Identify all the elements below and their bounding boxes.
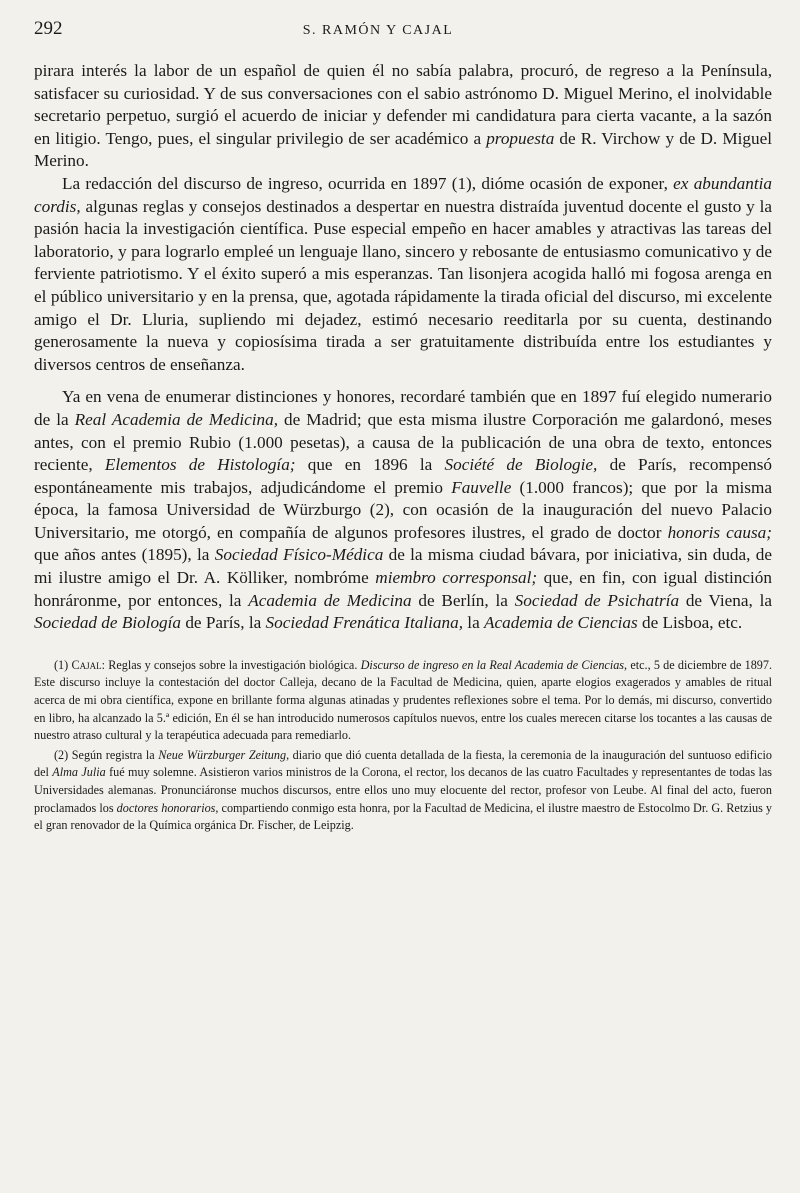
text-run: que, en fin, con igual distinción honráronme, por entonces, la <box>34 568 772 610</box>
text-run: compartiendo conmigo esta honra, por la Facultad de Medicina, el ilustre maestro de Estocolmo Dr. G. Retzius y el gran renovador de la Química orgánica Dr. Fischer, de Leipzig. <box>34 800 773 833</box>
text-run: (1.000 francos); que por la misma época, la famosa Universidad de Würzburgo (2), con ocasión de la inauguración del nuevo Palacio Universitario, me otorgó, en compañía de algunos profesores ilustres, el grado de doctor <box>34 477 772 542</box>
text-run: de Berlín, la <box>411 590 515 610</box>
paragraph <box>34 173 772 376</box>
italic-text: Discurso de ingreso en la Real Academia de Ciencias, <box>360 657 628 672</box>
italic-text: Academia de Medicina <box>248 590 412 610</box>
italic-text: Sociedad de Psichatría <box>514 590 680 610</box>
text-run: de Lisboa, etc. <box>637 613 743 633</box>
text-run: fué muy solemne. Asistieron varios ministros de la Corona, el rector, los decanos de las cuatro Facultades y representantes de todas las Universidades alemanas. Pronunciáronse muchos discursos, entre ellos uno muy elocuente del rector, profesor von Leube. Al final del acto, fueron proclamados los <box>34 765 772 815</box>
italic-text: Société de Biologie, <box>444 455 598 475</box>
text-run: Ya en vena de enumerar distinciones y honores, recordaré también que en 1897 fuí elegido numerario de la <box>34 387 772 429</box>
footnotes <box>34 657 772 835</box>
text-run: de la misma ciudad bávara, por iniciativa, sin duda, de mi ilustre amigo el Dr. A. Kölliker, nombróme <box>34 545 772 588</box>
italic-text: Academia de Ciencias <box>484 613 638 633</box>
text-run: de París, la <box>181 613 266 633</box>
italic-text: Sociedad Físico-Médica <box>214 545 384 565</box>
text-run: diario que dió cuenta detallada de la fiesta, la ceremonia de la inauguración del suntuoso edificio del <box>34 747 772 780</box>
paragraph <box>34 60 772 173</box>
text-run: de R. Virchow y de D. Miguel Merino. <box>34 128 772 171</box>
text-run: de Madrid; que esta misma ilustre Corporación me galardonó, meses antes, con el premio Rubio (1.000 pesetas), a causa de la publicación de una obra de texto, entonces reciente, <box>34 409 772 475</box>
italic-text: propuesta <box>486 128 555 148</box>
italic-text: doctores honorarios, <box>116 800 219 815</box>
text-run: la <box>463 613 484 633</box>
body-text <box>34 60 772 635</box>
italic-text: Neue Würzburger Zeitung, <box>158 747 290 762</box>
text-run: de Viena, la <box>679 590 773 610</box>
text-run: La redacción del discurso de ingreso, ocurrida en 1897 (1), dióme ocasión de exponer, <box>62 173 674 193</box>
running-head <box>34 18 772 50</box>
italic-text: Sociedad de Biología <box>34 613 182 633</box>
italic-text: Alma Julia <box>52 765 106 780</box>
text-run: de París, recompensó espontáneamente mis trabajos, adjudicándome el premio <box>34 455 772 497</box>
italic-text: ex abundantia cordis, <box>34 173 772 216</box>
text-run: que años antes (1895), la <box>34 545 215 565</box>
italic-text: Real Academia de Medicina, <box>74 409 279 429</box>
text-run: : Reglas y consejos sobre la investigación biológica. <box>101 657 361 672</box>
italic-text: Fauvelle <box>451 477 512 497</box>
italic-text: Elementos de Histología; <box>104 455 296 475</box>
text-run: pirara interés la labor de un español de quien él no sabía palabra, procuró, de regreso a la Península, satisfacer su curiosidad. Y de sus conversaciones con el sabio astrónomo D. Miguel Merino, el inolvidable secretario perpetuo, surgió el acuerdo de iniciar y defender mi candidatura para cierta vacante, a la sazón en litigio. Tengo, pues, el singular privilegio de ser académico a <box>34 61 772 148</box>
italic-text: Sociedad Frenática Italiana, <box>265 613 463 633</box>
footnote <box>34 657 772 745</box>
text-run: (2) Según registra la <box>54 747 159 762</box>
text-run: (1) <box>54 657 72 672</box>
book-page <box>34 18 772 837</box>
text-run: etc., 5 de diciembre de 1897. Este discurso incluye la contestación del doctor Calleja, decano de la Facultad de Medicina, quien, aparte elogios exagerados y amables de ritual acerca de mi obra científica, expone en brillante forma algunas atinadas y prudentes reflexiones sobre el tema. Por lo demás, mi discurso, convertido en libro, ha alcanzado la 5.ª edición, En él se han introducido numerosos capítulos nuevos, entre los cuales merecen citarse los tocantes a las causas de nuestro atraso cultural y la terapéutica adecuada para remediarlo. <box>34 657 773 743</box>
footnote <box>34 747 772 835</box>
smallcaps-text: Cajal <box>71 657 102 672</box>
italic-text: miembro corresponsal; <box>375 568 538 588</box>
text-run: que en 1896 la <box>295 455 445 475</box>
running-title: S. RAMÓN Y CAJAL <box>302 23 454 38</box>
page-number: 292 <box>34 18 63 39</box>
paragraph <box>34 386 772 635</box>
text-run: algunas reglas y consejos destinados a despertar en nuestra distraída juventud docente el gusto y la pasión hacia la investigación científica. Puse especial empeño en hacer amables y atractivas las tareas del laboratorio, y para lograrlo empleé un lenguaje llano, sincero y rebosante de entusiasmo comunicativo y de ferviente patriotismo. Y el éxito superó a mis esperanzas. Tan lisonjera acogida halló mi fogosa arenga en el público universitario y en la prensa, que, agotada rápidamente la tirada oficial del discurso, mi excelente amigo el Dr. Lluria, supliendo mi dejadez, estimó necesario reeditarla por su cuenta, destinando generosamente la nueva y copiosísima tirada a ser gratuitamente distribuída entre los estudiantes y diversos centros de enseñanza. <box>34 196 772 374</box>
italic-text: honoris causa; <box>667 522 772 542</box>
